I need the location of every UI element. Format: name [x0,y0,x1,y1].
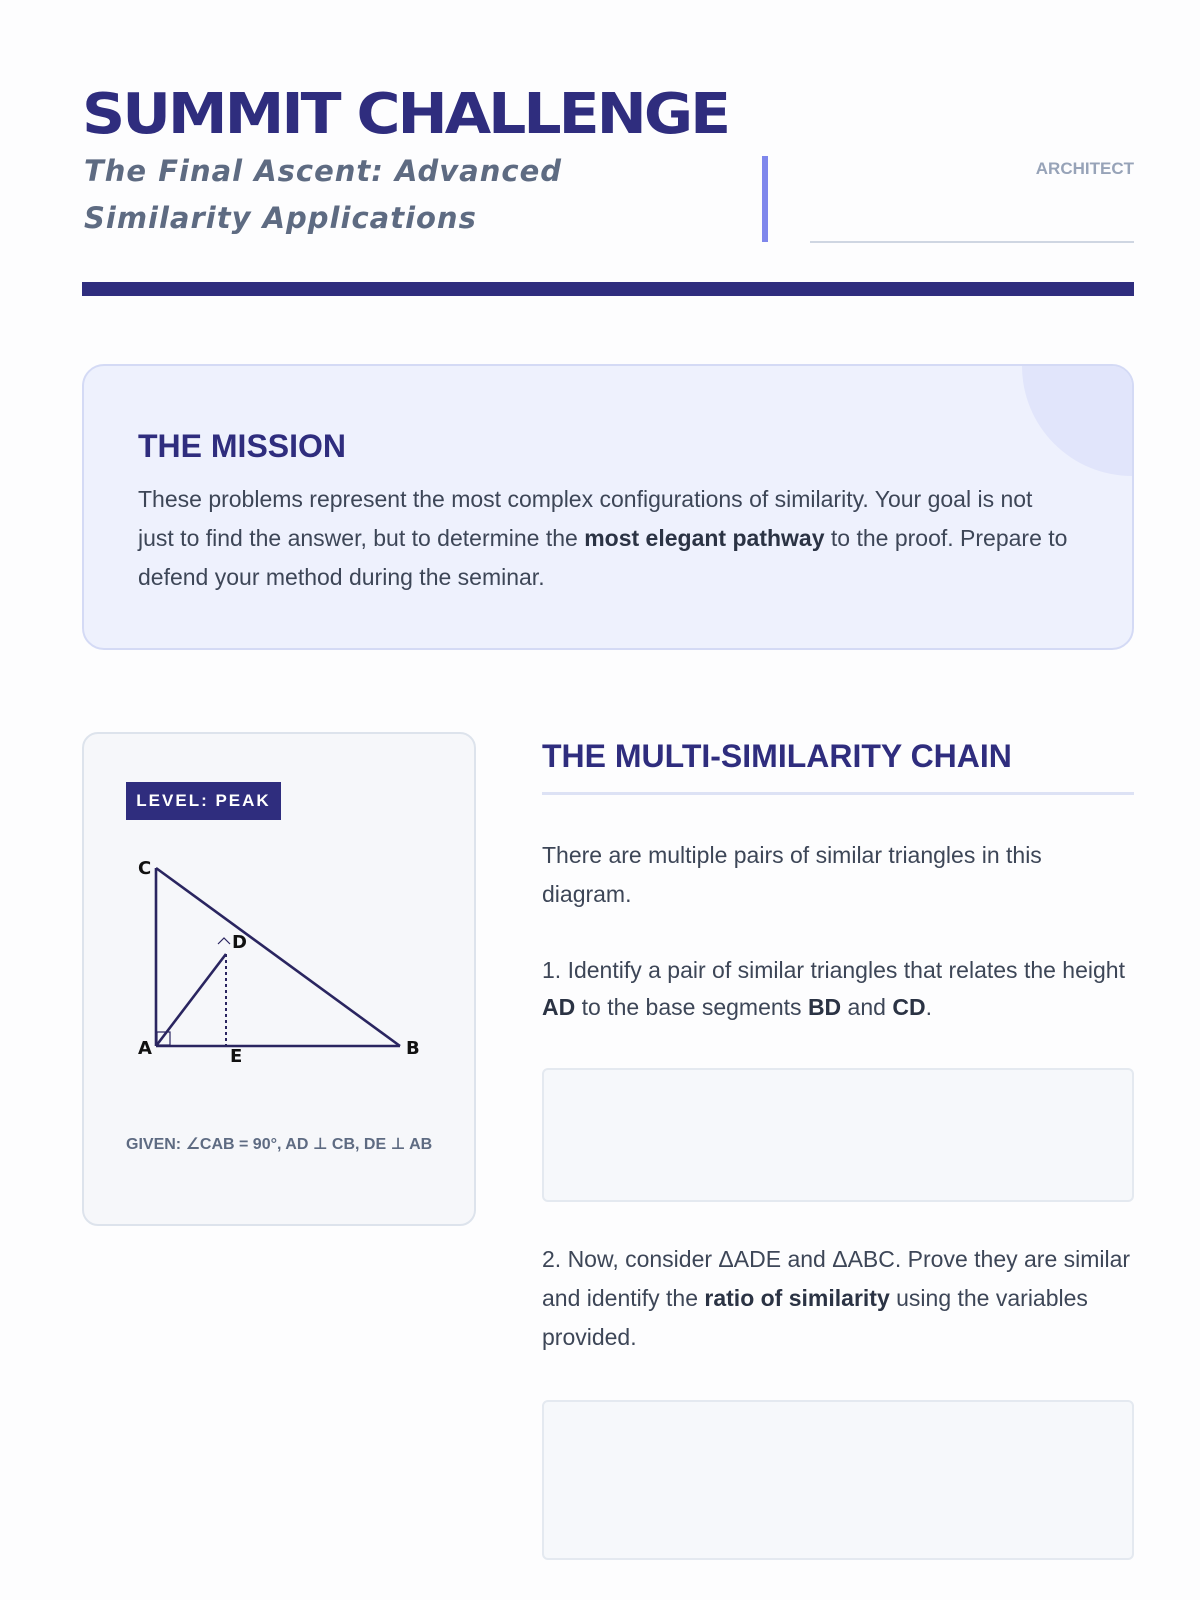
label-b: B [406,1038,420,1059]
question-text: 1. Identify a pair of similar triangles that relates the height [542,957,1125,983]
triangle-diagram [114,850,454,1090]
answer-box-1[interactable] [542,1068,1134,1202]
mission-text [138,480,1068,597]
question-text: using the variables provided. [542,1285,1088,1350]
question-text: 2. Now, consider ΔADE and ΔABC. Prove they are similar and identify the [542,1246,1131,1311]
mission-corner-decoration [1022,364,1134,476]
header-divider [82,282,1134,296]
level-badge: LEVEL: PEAK [126,782,281,820]
question-text: to the base segments [575,994,808,1020]
section-divider [542,792,1134,795]
answer-box-2[interactable] [542,1400,1134,1560]
question-emphasis: AD [542,994,576,1020]
mission-box [82,364,1134,650]
mission-title: THE MISSION [138,428,347,464]
question-text: . [925,994,932,1020]
worksheet-page [82,0,1134,1600]
page-subtitle: The Final Ascent: Advanced Similarity Applications [84,154,563,235]
section-title: THE MULTI-SIMILARITY CHAIN [542,738,1012,774]
label-c: C [138,858,152,879]
question-emphasis: BD [807,994,842,1020]
question-2 [542,1240,1134,1357]
right-angle-marker-d [218,938,230,944]
chain-intro: There are multiple pairs of similar triangles in this diagram. [542,842,1042,907]
segment-cb [156,868,400,1046]
architect-label: ARCHITECT [1035,159,1134,178]
question-1 [542,952,1134,1026]
label-a: A [138,1038,152,1059]
header-accent-bar [762,156,768,242]
question-emphasis: ratio of similarity [704,1285,890,1311]
given-statement: GIVEN: ∠CAB = 90°, AD ⊥ CB, DE ⊥ AB [126,1136,433,1153]
mission-text-part: to the proof. Prepare to defend your method during the seminar. [138,525,1068,590]
label-e: E [230,1046,243,1067]
question-text: and [841,994,893,1020]
page-title: SUMMIT CHALLENGE [82,81,729,148]
mission-text-emphasis: most elegant pathway [584,525,825,551]
problem-card [82,732,476,1226]
mission-text-part: These problems represent the most complex configurations of similarity. Your goal is not just to find the answer, but to determine the [138,486,1033,551]
architect-name-line[interactable] [810,241,1134,243]
label-d: D [232,932,247,953]
question-emphasis: CD [892,994,926,1020]
